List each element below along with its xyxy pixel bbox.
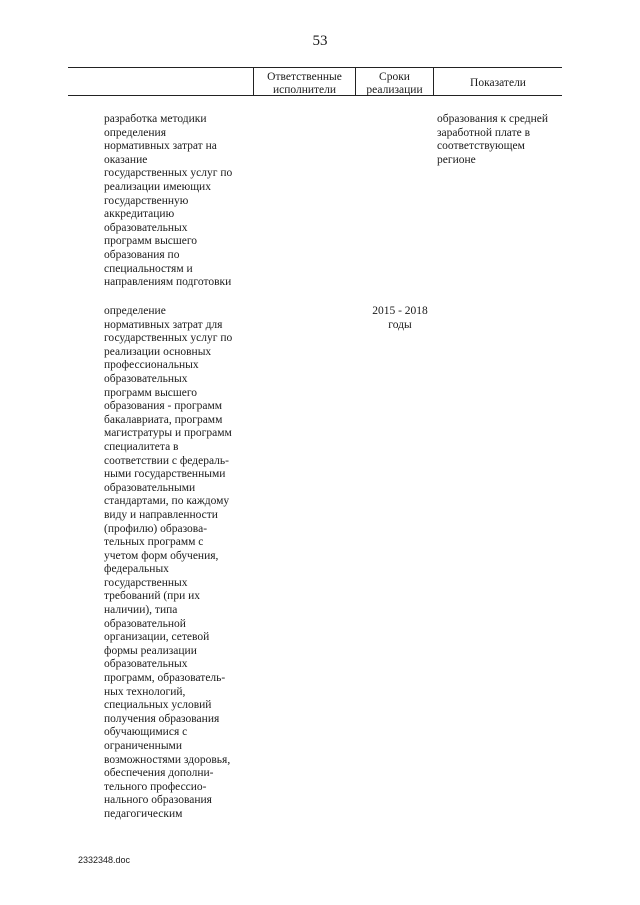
text-line: специалитета в xyxy=(104,440,179,453)
text-line: программ высшего xyxy=(104,235,198,248)
text-line: соответствии с федераль- xyxy=(104,454,229,467)
header-responsible: Ответственные исполнители xyxy=(267,71,342,96)
header-terms: Сроки реализации xyxy=(366,71,423,96)
text-line: получения образования xyxy=(104,712,220,725)
text-line: государственных услуг по xyxy=(104,167,233,180)
text-line: магистратуры и программ xyxy=(104,427,232,440)
header-indicators: Показатели xyxy=(470,77,526,89)
text-line: обучающимися с xyxy=(104,726,188,739)
text-line: оказание xyxy=(104,153,148,166)
text-line: учетом форм обучения, xyxy=(104,549,219,562)
text-line: определения xyxy=(104,126,167,139)
text-line: профессиональных xyxy=(104,359,199,372)
text-line: бакалавриата, программ xyxy=(104,413,223,426)
text-line: образования - программ xyxy=(104,400,223,413)
text-line: педагогическим xyxy=(104,807,183,820)
text-line: нормативных затрат для xyxy=(104,318,223,331)
text-line: 2015 - 2018 xyxy=(372,305,428,317)
text-line: соответствующем xyxy=(437,140,525,153)
text-line: ограниченными xyxy=(104,740,182,752)
text-line: государственных xyxy=(104,576,188,589)
text-line: тельного профессио- xyxy=(104,780,207,793)
text-line: нального образования xyxy=(104,794,212,807)
text-line: заработной плате в xyxy=(437,126,531,139)
text-line: формы реализации xyxy=(104,644,197,657)
text-line: программ, образователь- xyxy=(104,672,226,685)
text-line: ными государственными xyxy=(104,468,226,481)
text-line: годы xyxy=(388,318,412,331)
text-line: виду и направленности xyxy=(104,508,218,521)
indicator-text xyxy=(437,113,548,167)
text-line: регионе xyxy=(437,153,476,166)
text-line: определение xyxy=(104,305,166,317)
text-line: образования по xyxy=(104,248,180,261)
text-line: образования к средней xyxy=(437,113,549,125)
text-line: направлениям подготовки xyxy=(104,276,232,289)
text-line: стандартами, по каждому xyxy=(104,495,230,508)
text-line: ных технологий, xyxy=(104,685,186,698)
text-line: тельных программ с xyxy=(104,536,204,549)
text-line: организации, сетевой xyxy=(104,631,210,644)
measure-text xyxy=(104,113,232,290)
text-line: образовательных xyxy=(104,658,188,671)
text-line: образовательных xyxy=(104,372,188,385)
text-line: образовательных xyxy=(104,221,188,234)
page-number: 53 xyxy=(312,33,328,49)
text-line: разработка методики xyxy=(104,113,207,125)
term-text xyxy=(360,305,440,332)
text-line: специальных условий xyxy=(104,699,212,712)
text-line: государственную xyxy=(104,194,189,207)
text-line: образовательными xyxy=(104,481,196,494)
text-line: возможностями здоровья, xyxy=(104,753,231,766)
text-line: государственных услуг по xyxy=(104,332,233,345)
footer-filename: 2332348.doc xyxy=(78,855,131,865)
text-line: наличии), типа xyxy=(104,604,178,617)
text-line: обеспечения дополни- xyxy=(104,767,214,780)
text-line: реализации имеющих xyxy=(104,180,211,193)
text-line: специальностям и xyxy=(104,262,193,275)
text-line: требований (при их xyxy=(104,590,201,603)
text-line: программ высшего xyxy=(104,386,198,399)
text-line: реализации основных xyxy=(104,345,212,358)
table-header xyxy=(68,67,562,96)
text-line: образовательной xyxy=(104,617,186,630)
text-line: федеральных xyxy=(104,563,169,576)
text-line: (профилю) образова- xyxy=(104,522,208,535)
measure-text xyxy=(104,305,232,822)
text-line: аккредитацию xyxy=(104,208,175,221)
text-line: нормативных затрат на xyxy=(104,140,217,153)
